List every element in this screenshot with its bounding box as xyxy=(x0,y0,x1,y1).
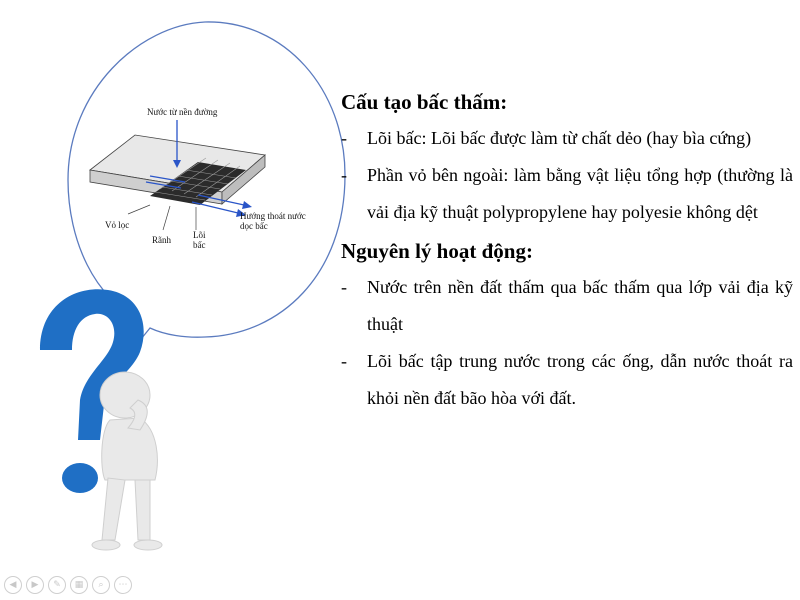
label-core-line1: Lõi xyxy=(193,230,206,240)
bullet-structure-2 xyxy=(341,157,793,231)
heading-principle: Nguyên lý hoạt động: xyxy=(341,239,533,263)
bullet-dash: - xyxy=(341,351,347,371)
label-core-line2: bấc xyxy=(193,240,206,250)
text-content xyxy=(341,88,793,417)
zoom-icon[interactable]: ⌕ xyxy=(92,576,110,594)
slideshow-controls xyxy=(4,576,132,596)
bullet-text: Lõi bấc: Lõi bấc được làm từ chất dẻo (hay bìa cứng) xyxy=(367,128,752,148)
bullet-text: Nước trên nền đất thấm qua bấc thấm qua lớp vải địa kỹ thuật xyxy=(367,277,793,334)
previous-slide-icon[interactable]: ◀ xyxy=(4,576,22,594)
label-filter-shell: Vỏ lọc xyxy=(105,220,130,230)
bullet-text: Phần vỏ bên ngoài: làm bằng vật liệu tổng hợp (thường là vải địa kỹ thuật polypropylene hay polyesie không dệt xyxy=(367,165,793,222)
bullet-dash: - xyxy=(341,128,347,148)
bullet-dash: - xyxy=(341,277,347,297)
bullet-text: Lõi bấc tập trung nước trong các ống, dẫn nước thoát ra khỏi nền đất bão hòa với đất. xyxy=(367,351,793,408)
label-groove: Rãnh xyxy=(152,235,171,245)
see-all-slides-icon[interactable]: ▦ xyxy=(70,576,88,594)
label-core xyxy=(193,230,206,250)
label-water-from-road: Nước từ nền đường xyxy=(147,107,218,117)
label-flow-line2: dọc bấc xyxy=(240,221,268,231)
bullet-principle-2 xyxy=(341,343,793,417)
next-slide-icon[interactable]: ▶ xyxy=(26,576,44,594)
label-flow-line1: Hướng thoát nước xyxy=(240,211,306,221)
heading-structure: Cấu tạo bấc thấm: xyxy=(341,90,508,114)
label-flow-direction xyxy=(240,211,306,231)
thinking-figure xyxy=(92,372,162,550)
pen-icon[interactable]: ✎ xyxy=(48,576,66,594)
bullet-principle-1 xyxy=(341,269,793,343)
bullet-dash: - xyxy=(341,165,347,185)
bullet-structure-1 xyxy=(341,120,793,157)
more-options-icon[interactable]: ⋯ xyxy=(114,576,132,594)
